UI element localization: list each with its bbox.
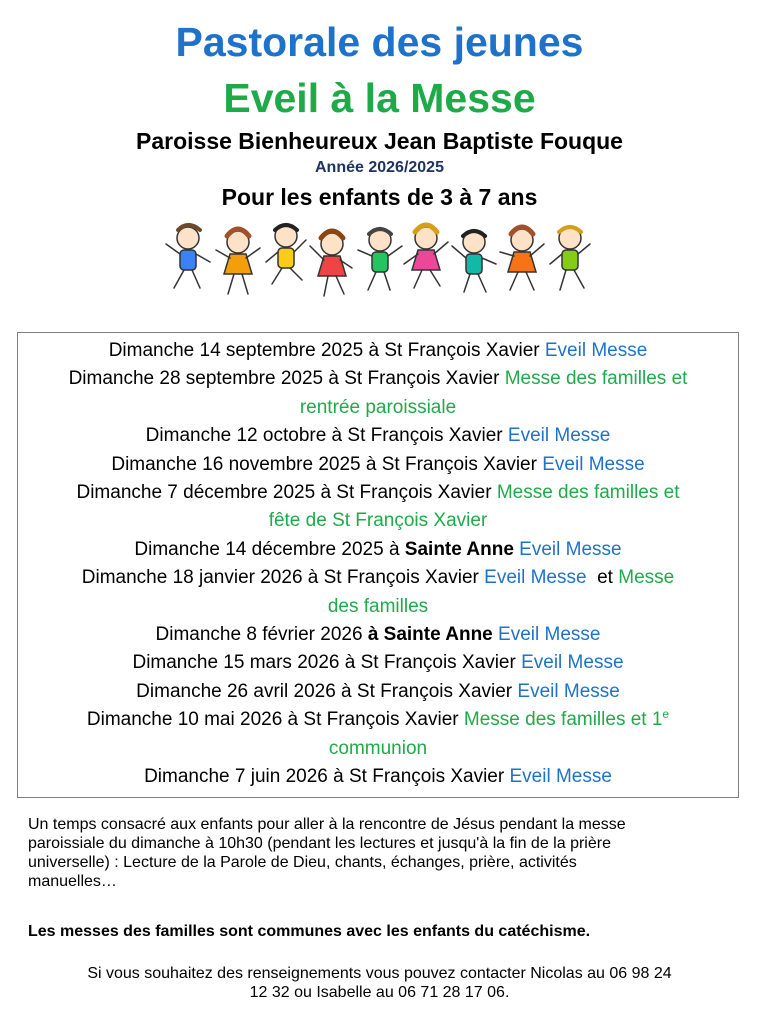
schedule-line: Dimanche 8 février 2026 à Sainte Anne Eveil Messe (155, 624, 601, 646)
family-mass-note: Les messes des familles sont communes avec les enfants du catéchisme. (28, 923, 591, 940)
school-year: Année 2026/2025 (315, 159, 444, 176)
schedule-line-continuation: rentrée paroissiale (299, 396, 457, 418)
schedule-line-continuation: fête de St François Xavier (268, 510, 488, 532)
schedule-line: Dimanche 15 mars 2026 à St François Xavier Eveil Messe (132, 652, 624, 674)
schedule-line: Dimanche 28 septembre 2025 à St François Xavier Messe des familles et (68, 368, 688, 390)
schedule-line: Dimanche 16 novembre 2025 à St François Xavier Eveil Messe (111, 453, 645, 475)
schedule-line-continuation: des familles (327, 595, 429, 617)
dancing-children-icon (160, 220, 600, 310)
age-range: Pour les enfants de 3 à 7 ans (221, 184, 538, 210)
schedule-line: Dimanche 14 septembre 2025 à St François Xavier Eveil Messe (108, 340, 648, 361)
description: Un temps consacré aux enfants pour aller à la rencontre de Jésus pendant la messe paroissiale du dimanche à 10h30 (pendant les lectures et jusqu'à la fin de la prière universelle) : Lecture de la Parole de Dieu, chants, échanges, prière, activités manuelles… (28, 816, 626, 890)
page-title: Pastorale des jeunes (175, 19, 584, 65)
schedule-line: Dimanche 12 octobre à St François Xavier Eveil Messe (145, 425, 611, 447)
schedule-box (17, 332, 739, 798)
schedule-line: Dimanche 7 décembre 2025 à St François Xavier Messe des familles et (76, 482, 680, 504)
schedule-line-continuation: communion (328, 737, 428, 759)
schedule-line: Dimanche 7 juin 2026 à St François Xavier Eveil Messe (144, 766, 612, 788)
parish-name: Paroisse Bienheureux Jean Baptiste Fouque (136, 128, 623, 154)
page-subtitle: Eveil à la Messe (223, 75, 536, 121)
schedule-line: Dimanche 26 avril 2026 à St François Xavier Eveil Messe (136, 680, 620, 702)
schedule-line: Dimanche 10 mai 2026 à St François Xavier Messe des familles et 1e (86, 707, 670, 731)
contact-info: Si vous souhaitez des renseignements vous pouvez contacter Nicolas au 06 98 24 12 32 ou Isabelle au 06 71 28 17 06. (87, 965, 672, 1001)
schedule-line: Dimanche 14 décembre 2025 à Sainte Anne Eveil Messe (134, 538, 622, 560)
schedule-line: Dimanche 18 janvier 2026 à St François Xavier Eveil Messe et Messe (81, 567, 675, 589)
